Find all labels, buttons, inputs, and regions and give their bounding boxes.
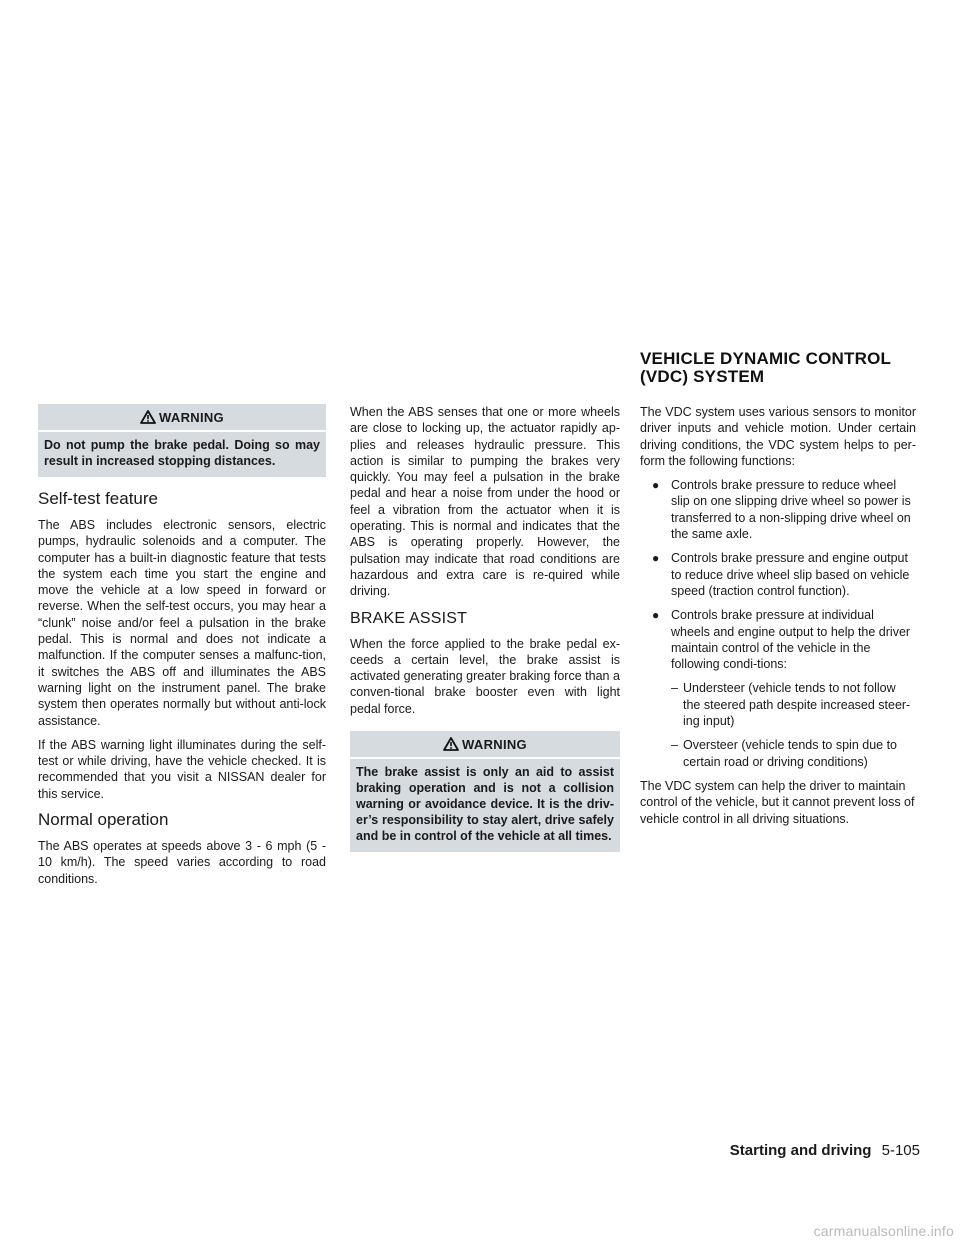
warning-text: Do not pump the brake pedal. Doing so may result in increased stopping distances. [44, 438, 320, 468]
list-item [640, 477, 916, 542]
vdc-closing-paragraph: The VDC system can help the driver to maintain control of the vehicle, but it cannot prevent loss of vehicle control in all driving situations. [640, 778, 915, 826]
bullet-icon: ● [652, 551, 660, 566]
sub-list-item-text: Oversteer (vehicle tends to spin due to certain road or driving conditions) [683, 738, 898, 769]
footer-section-name: Starting and driving [729, 1142, 872, 1159]
sub-list-item [671, 680, 916, 729]
brake-assist-paragraph: When the force applied to the brake pedal ex-ceeds a certain level, the brake assist is activated generating greater braking force than a conven-tional brake booster even with light pedal force. [350, 636, 620, 716]
vdc-intro-paragraph: The VDC system uses various sensors to monitor driver inputs and vehicle motion. Under certain driving conditions, the VDC system helps to per-form the following functions: [640, 405, 916, 468]
warning-box-pump [38, 404, 326, 477]
warning-title: WARNING [159, 409, 224, 425]
self-test-paragraph-1: The ABS includes electronic sensors, electric pumps, hydraulic solenoids and a computer. The computer has a built-in diagnostic feature that tests the system each time you start the engine and move the vehicle at a low speed in forward or reverse. When the self-test occurs, you may hear a “clunk” noise and/or feel a pulsation in the brake pedal. This is normal and does not indicate a malfunction. If the computer senses a malfunc-tion, it switches the ABS off and illuminates the ABS warning light on the instrument panel. The brake system then operates normally but without anti-lock assistance. [38, 518, 326, 728]
warning-header [350, 731, 620, 759]
warning-triangle-icon [443, 737, 459, 751]
normal-operation-paragraph: The ABS operates at speeds above 3 - 6 mph (5 - 10 km/h). The speed varies according to road conditions. [38, 839, 326, 886]
warning-box-brake-assist [350, 731, 620, 852]
dash-icon: – [671, 681, 678, 696]
self-test-paragraph-2: If the ABS warning light illuminates during the self-test or while driving, have the vehicle checked. It is recommended that you visit a NISSAN dealer for this service. [38, 737, 326, 801]
sub-list-item [671, 737, 916, 770]
condition-sub-list [671, 680, 916, 769]
list-item-text: Controls brake pressure at individual wheels and engine output to help the driver maintain control of the vehicle in the following condi-tions: [671, 608, 911, 672]
normal-operation-heading: Normal operation [38, 810, 169, 830]
list-item [640, 607, 916, 770]
list-item [640, 550, 916, 599]
brake-assist-heading: BRAKE ASSIST [350, 609, 468, 627]
column-2 [350, 404, 620, 864]
list-item-text: Controls brake pressure to reduce wheel slip on one slipping drive wheel so power is transferred to a non-slipping drive wheel on the same axle. [671, 478, 911, 542]
warning-text: The brake assist is only an aid to assist braking operation and is not a collision warning or avoidance device. It is the driv-er’s responsibility to stay alert, drive safely and be in control of the vehicle at all times. [356, 765, 614, 844]
bullet-icon: ● [652, 608, 660, 623]
dash-icon: – [671, 738, 678, 753]
bullet-icon: ● [652, 478, 660, 493]
section-title: VEHICLE DYNAMIC CONTROL (VDC) SYSTEM [640, 349, 891, 386]
warning-header [38, 404, 326, 432]
page-number: 5-105 [881, 1142, 920, 1159]
watermark: carmanualsonline.info [813, 1223, 954, 1239]
warning-triangle-icon [140, 410, 156, 424]
list-item-text: Controls brake pressure and engine output to reduce drive wheel slip based on vehicle speed (traction control function). [671, 551, 910, 598]
self-test-heading: Self-test feature [38, 489, 159, 508]
column-3 [640, 404, 916, 835]
abs-operation-paragraph: When the ABS senses that one or more wheels are close to locking up, the actuator rapidly ap-plies and releases hydraulic pressure. This action is similar to pumping the brakes very quickly. You may feel a pulsation in the brake pedal and hear a noise from under the hood or feel a vibration from the actuator when it is operating. This is normal and indicates that the ABS is operating properly. However, the pulsation may indicate that road conditions are hazardous and extra care is re-quired while driving. [350, 405, 620, 599]
sub-list-item-text: Understeer (vehicle tends to not follow the steered path despite increased steer-ing input) [683, 681, 911, 729]
warning-title: WARNING [462, 736, 527, 752]
column-1 [38, 404, 326, 895]
vdc-function-list [640, 477, 916, 770]
page-footer [730, 1142, 920, 1159]
